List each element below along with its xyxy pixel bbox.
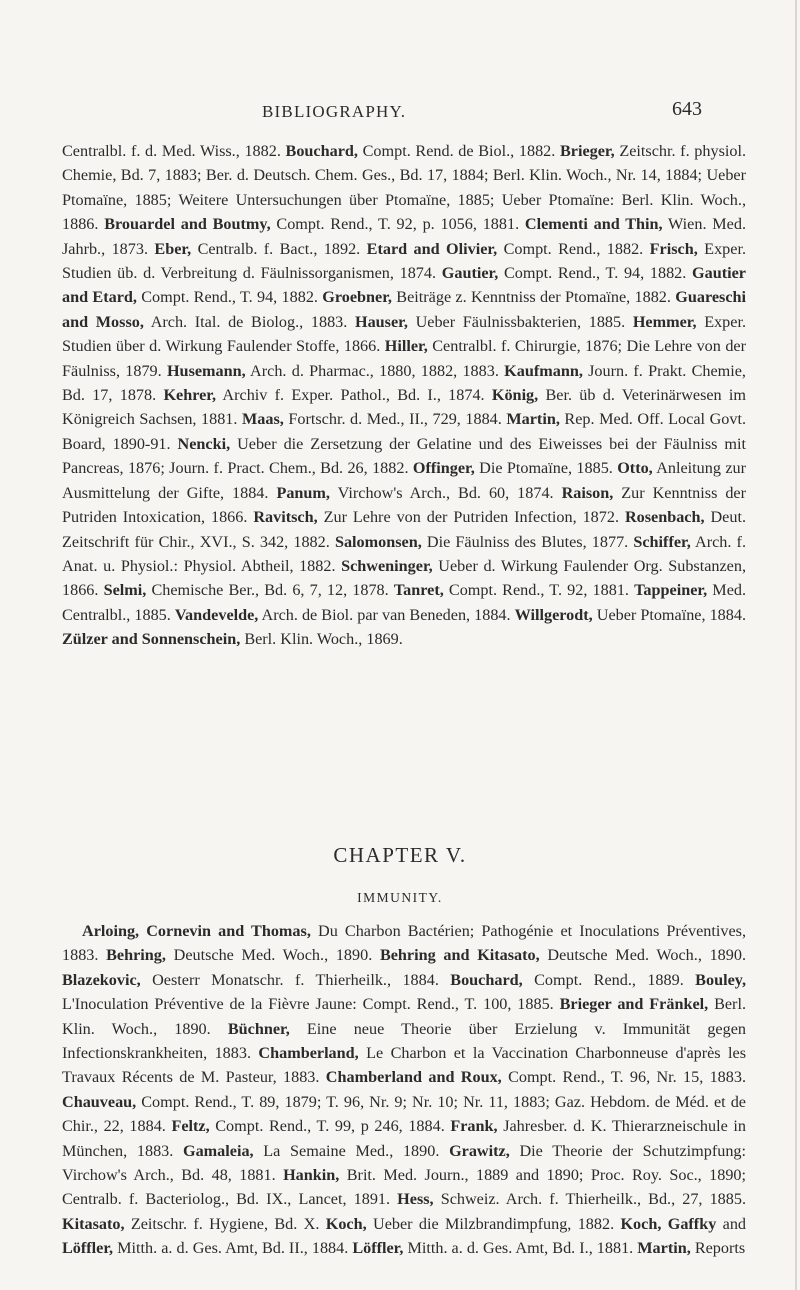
citation-text: Centralbl. f. Chirurgie, 1876; Die Lehre von der Fäulniss, 1879. [62, 337, 747, 380]
author-name: Nencki, [177, 434, 231, 453]
citation-text: Chemische Ber., Bd. 6, 7, 12, 1878. [146, 581, 394, 600]
citation-text: Ueber Ptomaïne, 1884. [592, 605, 747, 624]
citation-text: Archiv f. Exper. Pathol., Bd. I., 1874. [216, 386, 492, 405]
citation-text: Ueber Fäulnissbakterien, 1885. [407, 312, 633, 331]
author-name: Willgerodt, [514, 605, 593, 624]
author-name: Hiller, [384, 337, 428, 356]
citation-text: Ueber d. Wirkung Faulender Org. Substanzen, 1866. [62, 556, 746, 600]
chapter-subtitle: IMMUNITY. [357, 890, 443, 905]
author-name: Löffler, [352, 1239, 404, 1258]
citation-text: Oesterr Monatschr. f. Thierheilk., 1884. [140, 970, 451, 989]
citation-text: Rep. Med. Off. Local Govt. Board, 1890-91. [62, 410, 746, 453]
author-name: Feltz, [171, 1117, 210, 1136]
citation-text: Arch. de Biol. par van Beneden, 1884. [258, 605, 515, 624]
author-name: Koch, [325, 1214, 367, 1233]
author-name: Maas, [242, 410, 284, 429]
author-name: Kehrer, [163, 386, 217, 405]
running-header [0, 96, 800, 126]
citation-text: Compt. Rend., 1882. [497, 239, 650, 258]
author-name: Bouchard, [450, 970, 523, 989]
citation-text: Die Theorie der Schutzimpfung: Virchow's Arch., Bd. 48, 1881. [62, 1141, 747, 1185]
citation-text: Zeitschr. f. Hygiene, Bd. X. [124, 1214, 326, 1233]
author-name: Raison, [561, 483, 614, 502]
citation-text: Anleitung zur Ausmittelung der Gifte, 1884. [62, 459, 746, 502]
citation-text: Compt. Rend., T. 92, p. 1056, 1881. [270, 215, 525, 234]
author-name: Chauveau, [62, 1092, 137, 1111]
citation-text: Berl. Klin. Woch., 1869. [240, 630, 403, 649]
author-name: Gautier, [441, 264, 499, 283]
author-name: Kitasato, [62, 1214, 125, 1233]
author-name: Chamberland and Roux, [325, 1068, 502, 1087]
author-name: Brieger, [559, 142, 615, 160]
citation-text: Die Fäulniss des Blutes, 1877. [421, 532, 634, 551]
citation-text: Berl. Klin. Woch., 1890. [62, 995, 746, 1038]
author-name: Schiffer, [633, 532, 691, 551]
author-name: Martin, [637, 1239, 691, 1258]
citation-text: Exper. Studien über d. Wirkung Faulender Stoffe, 1866. [62, 312, 746, 356]
citation-text: Compt. Rend., 1889. [522, 970, 696, 989]
citation-text: Compt. Rend. de Biol., 1882. [357, 142, 560, 160]
author-name: Brouardel and Boutmy, [104, 215, 271, 234]
author-name: Brieger and Fränkel, [559, 995, 709, 1014]
author-name: Hess, [397, 1190, 434, 1209]
running-header-title: BIBLIOGRAPHY. [262, 102, 407, 121]
author-name: Tanret, [393, 581, 444, 600]
citation-text: Schweiz. Arch. f. Thierheilk., Bd., 27, 1885. [433, 1190, 747, 1209]
author-name: Offinger, [412, 459, 475, 478]
bibliography-paragraph-ptomaines [62, 139, 746, 652]
author-name: Hemmer, [632, 312, 697, 331]
citation-text: Deut. Zeitschrift für Chir., XVI., S. 342, 1882. [62, 508, 746, 551]
author-name: Etard and Olivier, [366, 239, 498, 258]
author-name: Guareschi and Mosso, [62, 288, 746, 331]
author-name: Koch, Gaffky [620, 1214, 717, 1233]
citation-text: Med. Centralbl., 1885. [62, 581, 747, 624]
author-name: Salomonsen, [334, 532, 422, 551]
page-number: 643 [672, 98, 702, 120]
citation-text: Virchow's Arch., Bd. 60, 1874. [329, 483, 562, 502]
citation-text: Compt. Rend., T. 96, Nr. 15, 1883. [501, 1068, 747, 1087]
citation-text: Mitth. a. d. Ges. Amt, Bd. II., 1884. [113, 1239, 353, 1258]
citation-text: Arch. d. Pharmac., 1880, 1882, 1883. [245, 361, 505, 380]
author-name: Ravitsch, [253, 508, 318, 527]
citation-text: Journ. f. Prakt. Chemie, Bd. 17, 1878. [62, 361, 746, 405]
author-name: Büchner, [227, 1019, 290, 1038]
citation-text: Reports [690, 1239, 746, 1258]
author-name: Panum, [276, 483, 330, 502]
citation-text: Arch. Ital. de Biolog., 1883. [143, 312, 355, 331]
author-name: Behring and Kitasato, [379, 946, 540, 965]
chapter-heading: CHAPTER V. [333, 843, 467, 867]
author-name: Blazekovic, [62, 970, 141, 989]
citation-text: Zeitschr. f. physiol. Chemie, Bd. 7, 1883; Ber. d. Deutsch. Chem. Ges., Bd. 17, 1884; Berl. Klin. Woch., Nr. 14, 1884; Ueber Ptomaïne, 1885; Weitere Untersuchungen über Ptomaïne, 1885; Ueber Ptomaïne: Berl. Klin. Woch., 1886. [62, 142, 746, 234]
citation-text: Ueber die Milzbrandimpfung, 1882. [366, 1214, 621, 1233]
page-edge-divider [795, 0, 797, 1290]
citation-text: Arch. f. Anat. u. Physiol.: Physiol. Abtheil, 1882. [62, 532, 746, 575]
author-name: Bouchard, [285, 142, 358, 160]
citation-text: Ueber die Zersetzung der Gelatine und des Eiweisses bei der Fäulniss mit Pancreas, 1876; Journ. f. Pract. Chem., Bd. 26, 1882. [62, 434, 746, 478]
citation-text: Jahresber. d. K. Thierarzneischule in München, 1883. [62, 1117, 746, 1160]
author-name: Eber, [154, 239, 192, 258]
author-name: Selmi, [103, 581, 147, 600]
citation-text: Deutsche Med. Woch., 1890. [539, 946, 746, 965]
citation-text: Zur Lehre von der Putriden Infection, 1872. [317, 508, 625, 527]
citation-text: Eine neue Theorie über Erzielung v. Immunität gegen Infectionskrankheiten, 1883. [62, 1019, 746, 1063]
author-name: Rosenbach, [624, 508, 705, 527]
citation-text: Compt. Rend., T. 94, 1882. [498, 264, 693, 283]
citation-text: Mitth. a. d. Ges. Amt, Bd. I., 1881. [403, 1239, 638, 1258]
author-name: Otto, [617, 459, 653, 478]
author-name: Grawitz, [449, 1141, 510, 1160]
citation-text: Fortschr. d. Med., II., 729, 1884. [283, 410, 507, 429]
citation-text: Brit. Med. Journ., 1889 and 1890; Proc. Roy. Soc., 1890; Centralb. f. Bacteriolog., Bd. IX., Lancet, 1891. [62, 1166, 747, 1209]
citation-text: Le Charbon et la Vaccination Charbonneuse d'après les Travaux Récents de M. Pasteur, 1883. [62, 1044, 746, 1087]
author-name: Frisch, [649, 239, 698, 258]
author-name: Hankin, [283, 1166, 340, 1185]
author-name: Vandevelde, [174, 605, 259, 624]
citation-text: Ber. üb d. Veterinärwesen im Königreich Sachsen, 1881. [62, 386, 747, 429]
citation-text: and [716, 1214, 747, 1233]
author-name: Groebner, [322, 288, 392, 307]
citation-text: Centralb. f. Bact., 1892. [191, 239, 367, 258]
author-name: Gamaleia, [183, 1141, 254, 1160]
citation-text: Du Charbon Bactérien; Pathogénie et Inoculations Préventives, 1883. [62, 922, 747, 965]
bibliography-paragraph-immunity [62, 919, 746, 1261]
author-name: Löffler, [62, 1239, 114, 1258]
author-name: Gautier and Etard, [62, 264, 746, 307]
citation-text: Compt. Rend., T. 92, 1881. [443, 581, 635, 600]
citation-text: Zur Kenntniss der Putriden Intoxication, 1866. [62, 483, 747, 527]
author-name: Bouley, [695, 970, 746, 989]
citation-text: Exper. Studien üb. d. Verbreitung d. Fäulnissorganismen, 1874. [62, 239, 746, 283]
author-name: Behring, [106, 946, 166, 965]
citation-text: L'Inoculation Préventive de la Fièvre Jaune: Compt. Rend., T. 100, 1885. [62, 995, 560, 1014]
author-name: Arloing, Cornevin and Thomas, [82, 922, 311, 940]
author-name: König, [491, 386, 539, 405]
citation-text: Compt. Rend., T. 89, 1879; T. 96, Nr. 9; Nr. 10; Nr. 11, 1883; Gaz. Hebdom. de Méd. et de Chir., 22, 1884. [62, 1092, 746, 1136]
author-name: Kaufmann, [504, 361, 583, 380]
author-name: Hauser, [354, 312, 408, 331]
author-name: Martin, [506, 410, 560, 429]
author-name: Tappeiner, [634, 581, 708, 600]
author-name: Clementi and Thin, [524, 215, 663, 234]
author-name: Schweninger, [341, 556, 433, 575]
citation-text: Deutsche Med. Woch., 1890. [165, 946, 380, 965]
citation-text: Compt. Rend., T. 94, 1882. [136, 288, 323, 307]
citation-text: Centralbl. f. d. Med. Wiss., 1882. [62, 142, 286, 160]
citation-text: Beiträge z. Kenntniss der Ptomaïne, 1882. [391, 288, 676, 307]
author-name: Frank, [450, 1117, 498, 1136]
citation-text: Wien. Med. Jahrb., 1873. [62, 215, 746, 258]
citation-text: Compt. Rend., T. 99, p 246, 1884. [209, 1117, 451, 1136]
author-name: Husemann, [166, 361, 246, 380]
author-name: Chamberland, [258, 1044, 359, 1063]
citation-text: La Semaine Med., 1890. [253, 1141, 450, 1160]
citation-text: Die Ptomaïne, 1885. [474, 459, 618, 478]
author-name: Zülzer and Sonnenschein, [62, 630, 241, 649]
